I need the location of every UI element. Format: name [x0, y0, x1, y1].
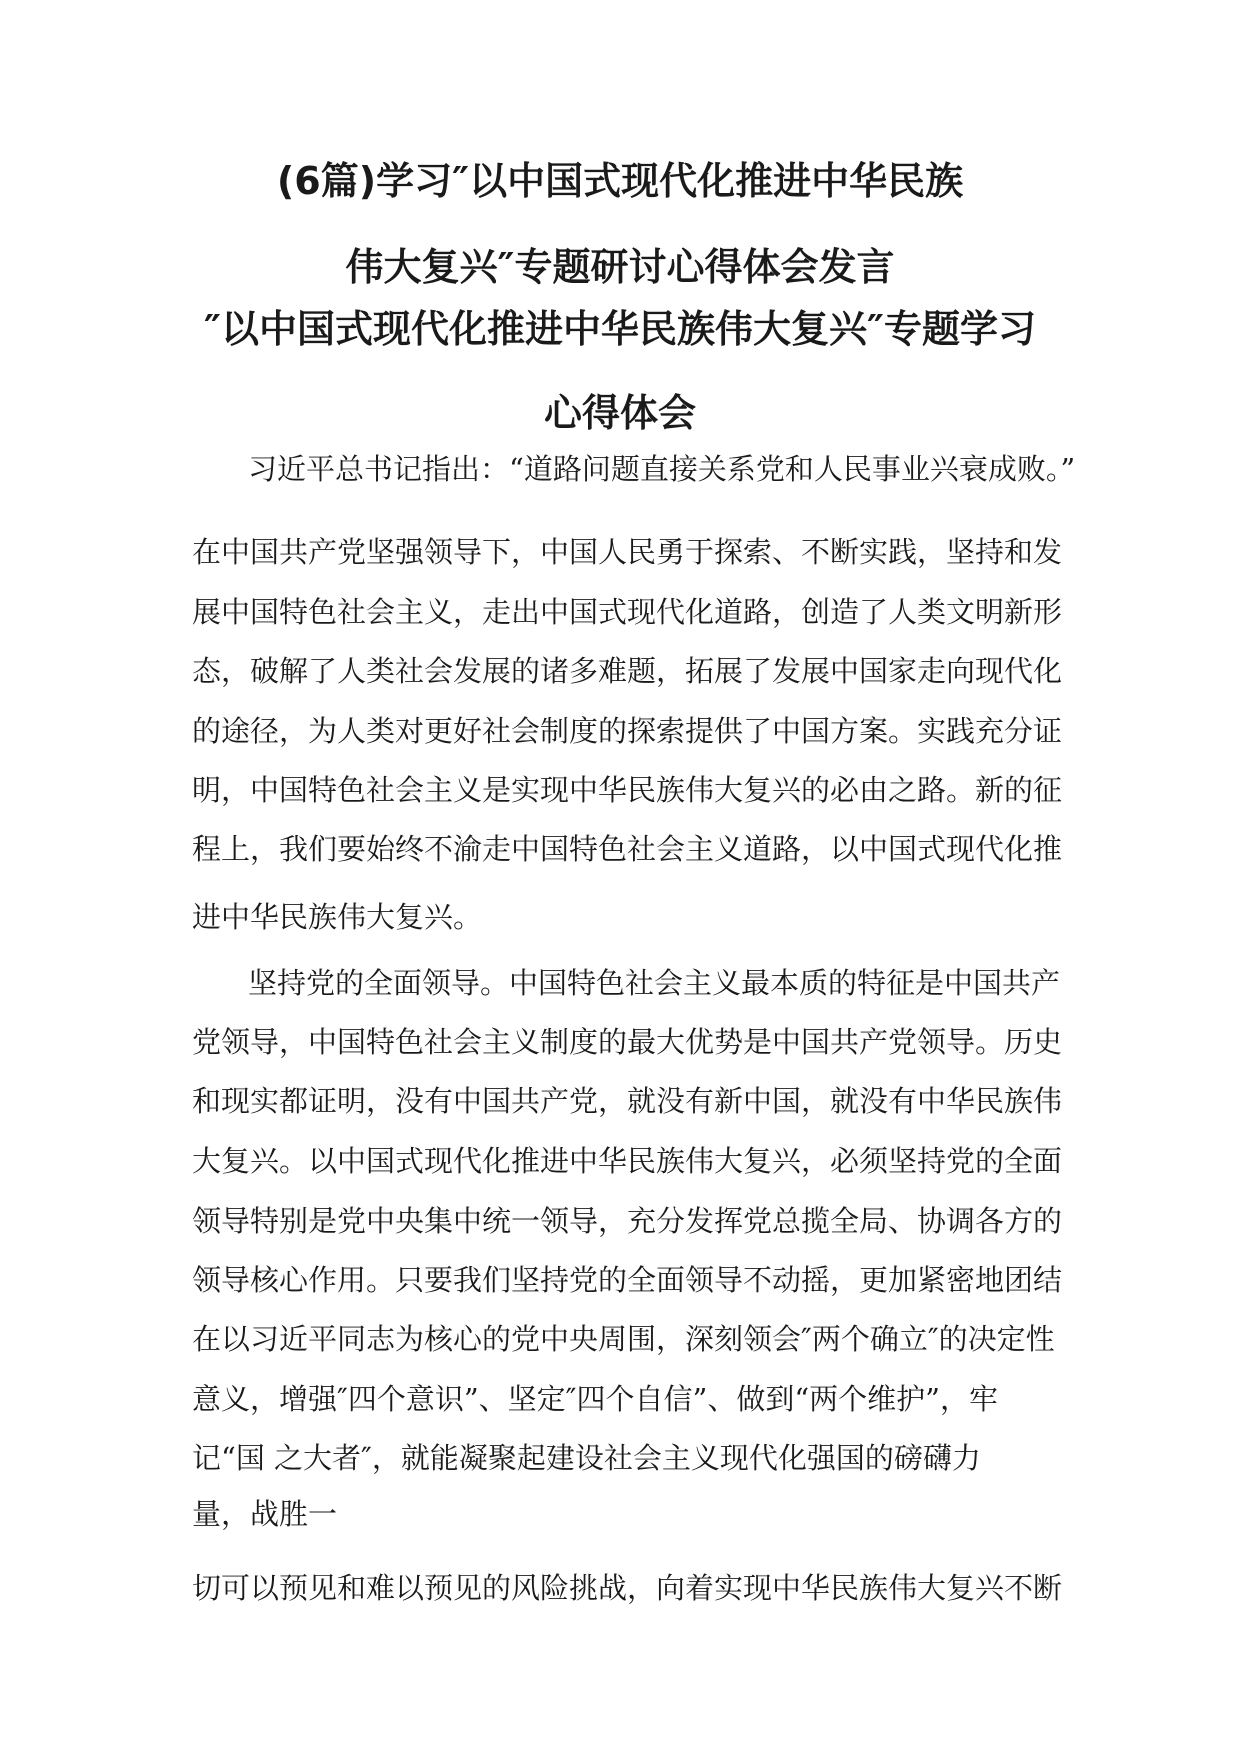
paragraph2-line: 切可以预见和难以预见的风险挑战，向着实现中华民族伟大复兴不断: [192, 1571, 1063, 1605]
title-line-3: ″以中国式现代化推进中华民族伟大复兴″专题学习: [204, 307, 1036, 351]
paragraph2-line: 党领导，中国特色社会主义制度的最大优势是中国共产党领导。历史: [192, 1025, 1063, 1059]
paragraph1-line: 态，破解了人类社会发展的诸多难题，拓展了发展中国家走向现代化: [192, 654, 1063, 688]
title-line-1: (6篇)学习″以中国式现代化推进中华民族: [276, 159, 964, 203]
paragraph2-line: 领导核心作用。只要我们坚持党的全面领导不动摇，更加紧密地团结: [192, 1263, 1063, 1297]
quote-line: 习近平总书记指出：“道路问题直接关系党和人民事业兴衰成败。”: [248, 452, 1076, 486]
paragraph1-line: 程上，我们要始终不渝走中国特色社会主义道路，以中国式现代化推: [192, 832, 1063, 866]
paragraph1-line: 进中华民族伟大复兴。: [192, 900, 483, 934]
paragraph2-line: 领导特别是党中央集中统一领导，充分发挥党总揽全局、协调各方的: [192, 1204, 1063, 1238]
paragraph1-line: 展中国特色社会主义，走出中国式现代化道路，创造了人类文明新形: [192, 595, 1063, 629]
paragraph2-line: 意义，增强″四个意识”、坚定″四个自信”、做到“两个维护”，牢: [192, 1382, 998, 1416]
paragraph2-line: 在以习近平同志为核心的党中央周围，深刻领会″两个确立″的决定性: [192, 1322, 1055, 1356]
title-line-4: 心得体会: [543, 391, 696, 435]
paragraph2-line: 坚持党的全面领导。中国特色社会主义最本质的特征是中国共产: [248, 966, 1061, 1000]
paragraph2-line: 和现实都证明，没有中国共产党，就没有新中国，就没有中华民族伟: [192, 1084, 1063, 1118]
title-line-2: 伟大复兴″专题研讨心得体会发言: [345, 245, 895, 289]
paragraph2-line: 量，战胜一: [192, 1497, 338, 1531]
paragraph1-line: 明，中国特色社会主义是实现中华民族伟大复兴的必由之路。新的征: [192, 773, 1063, 807]
paragraph2-line: 大复兴。以中国式现代化推进中华民族伟大复兴，必须坚持党的全面: [192, 1144, 1063, 1178]
paragraph1-line: 在中国共产党坚强领导下，中国人民勇于探索、不断实践，坚持和发: [192, 535, 1063, 569]
paragraph2-line: 记“国 之大者″，就能凝聚起建设社会主义现代化强国的磅礴力: [192, 1441, 981, 1475]
paragraph1-line: 的途径，为人类对更好社会制度的探索提供了中国方案。实践充分证: [192, 714, 1063, 748]
